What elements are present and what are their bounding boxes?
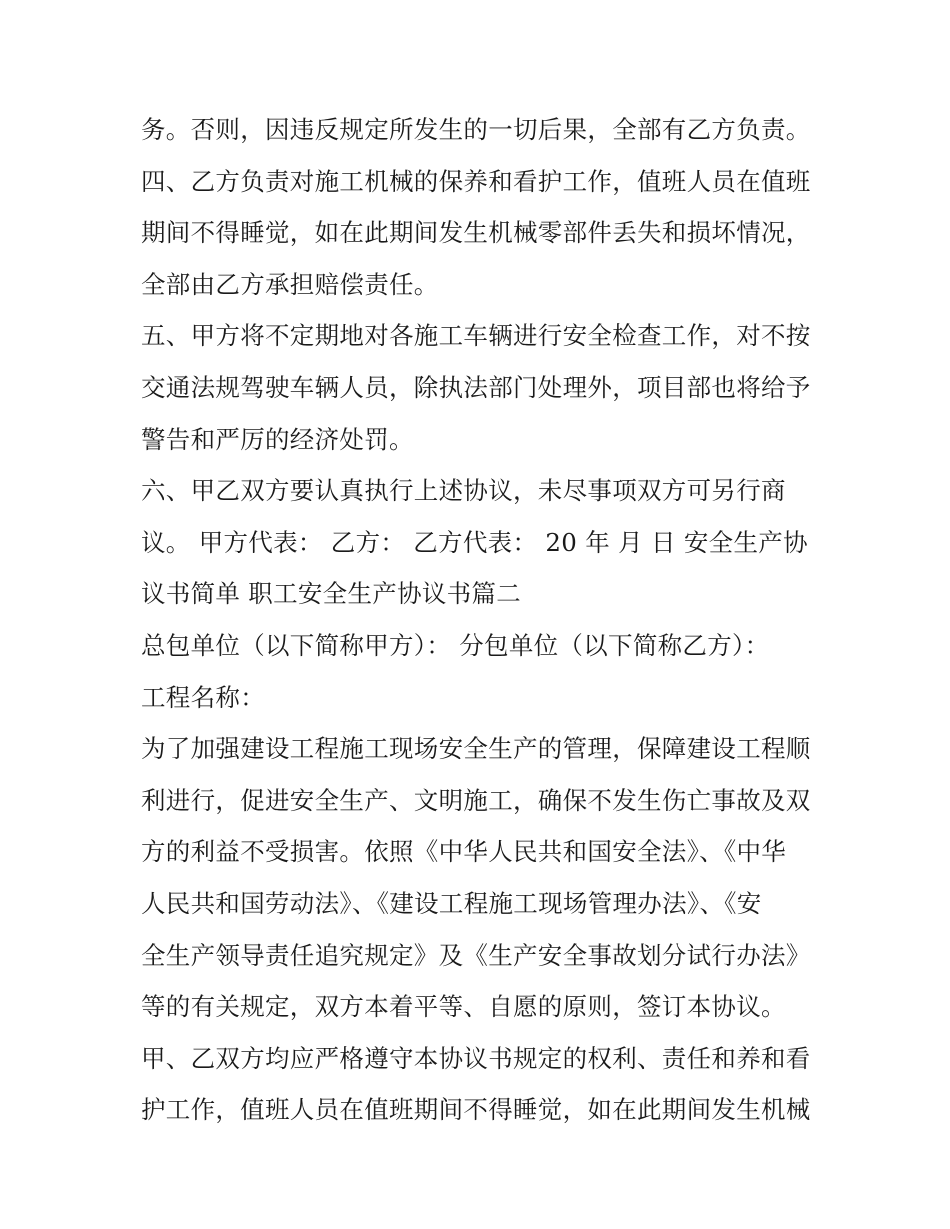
document-body: [141, 104, 831, 1136]
text-line: 等的有关规定，双方本着平等、自愿的原则，签订本协议。: [141, 992, 786, 1022]
text-line: 利进行，促进安全生产、文明施工，确保不发生伤亡事故及双: [141, 785, 811, 815]
text-line: 甲、乙双方均应严格遵守本协议书规定的权利、责任和养和看: [141, 1043, 811, 1073]
text-line: 总包单位（以下简称甲方）： 分包单位（以下简称乙方）：: [141, 630, 770, 660]
text-line: 议书简单 职工安全生产协议书篇二: [141, 579, 522, 609]
text-line: 为了加强建设工程施工现场安全生产的管理，保障建设工程顺: [141, 734, 811, 764]
text-line: 警告和严厉的经济处罚。: [141, 424, 414, 454]
text-line: 人民共和国劳动法》、《建设工程施工现场管理办法》、《安: [141, 888, 762, 918]
text-line: 五、甲方将不定期地对各施工车辆进行安全检查工作，对不按: [141, 321, 811, 351]
text-line: 护工作，值班人员在值班期间不得睡觉，如在此期间发生机械: [141, 1095, 811, 1125]
text-line: 四、乙方负责对施工机械的保养和看护工作，值班人员在值班: [141, 166, 811, 196]
text-line: 务。否则，因违反规定所发生的一切后果，全部有乙方负责。: [141, 115, 811, 144]
text-line: 期间不得睡觉，如在此期间发生机械零部件丢失和损坏情况，: [141, 218, 811, 248]
text-line: 工程名称：: [141, 682, 265, 712]
text-line: 交通法规驾驶车辆人员，除执法部门处理外，项目部也将给予: [141, 372, 811, 402]
text-line: 议。 甲方代表： 乙方： 乙方代表： 20 年 月 日 安全生产协: [141, 527, 808, 557]
text-line: 方的利益不受损害。依照《中华人民共和国安全法》、《中华: [141, 837, 787, 867]
text-line: 六、甲乙双方要认真执行上述协议，未尽事项双方可另行商: [141, 476, 786, 506]
text-line: 全部由乙方承担赔偿责任。: [141, 269, 439, 299]
text-line: 全生产领导责任追究规定》及《生产安全事故划分试行办法》: [141, 940, 811, 970]
